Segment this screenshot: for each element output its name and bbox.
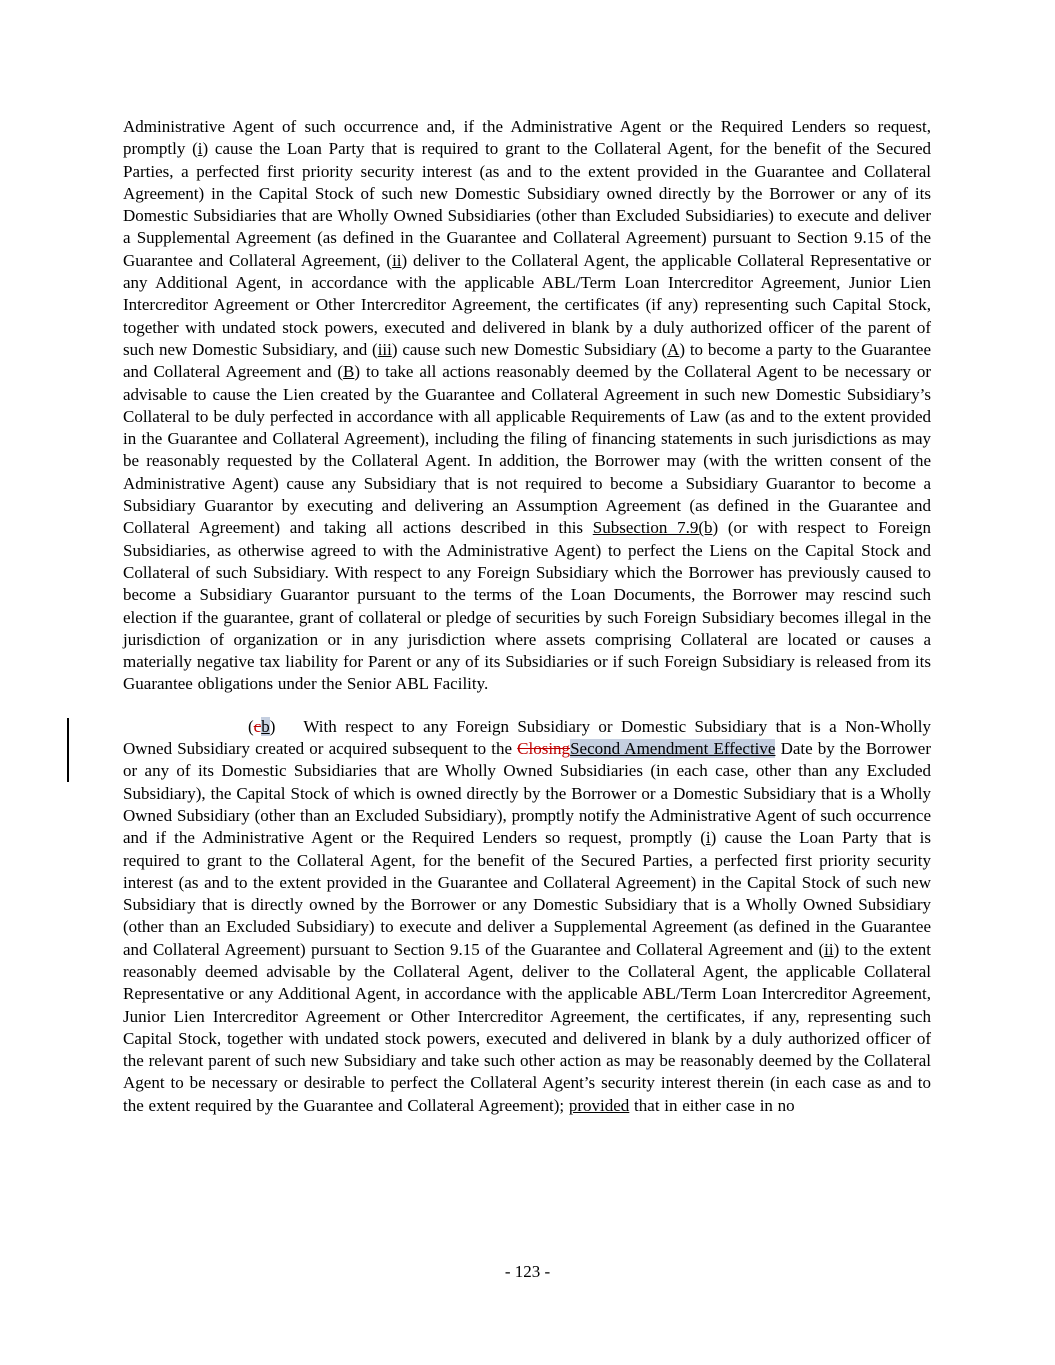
text-run: ) cause the Loan Party that is required to grant to the Collateral Agent, for the benefit of the Secured Parties, a perfected first priority security interest (as and to the extent provided in the Guarantee and Collateral Agreement) in the Capital Stock of such new Domestic Subsidiary owned directly by the Borrower or any of its Domestic Subsidiaries that are Wholly Owned Subsidiaries (other than Excluded Subsidiaries) to execute and deliver a Supplemental Agreement (as defined in the Guarantee and Collateral Agreement) pursuant to Section 9.15 of the Guarantee and Collateral Agreement, ( bbox=[123, 139, 931, 270]
text-run: ) to the extent reasonably deemed advisable by the Collateral Agent, deliver to the Collateral Agent, the applicable Collateral Representative or any Additional Agent, in accordance with the applicable ABL/Term Loan Intercreditor Agreement, Junior Lien Intercreditor Agreement or Other Intercreditor Agreement, the certificates, if any, representing such Capital Stock, together with undated stock powers, executed and delivered in blank by a duly authorized officer of the relevant parent of such new Subsidiary and take such other action as may be reasonably deemed by the Collateral Agent to be necessary or desirable to perfect the Collateral Agent’s security interest therein (in each case as and to the extent required by the Guarantee and Collateral Agreement); bbox=[123, 939, 931, 1115]
text-run: ) (or with respect to Foreign Subsidiaries, as otherwise agreed to with the Administrative Agent) to perfect the Liens on the Capital Stock and Collateral of such Subsidiary. With respect to any Foreign Subsidiary which the Borrower has previously caused to become a Subsidiary Guarantor pursuant to the terms of the Loan Documents, the Borrower may rescind such election if the guarantee, grant of collateral or pledge of securities by such Foreign Subsidiary becomes illegal in the jurisdiction of organization or in any jurisdiction where assets comprising Collateral are located or causes a materially negative tax liability for Parent or any of its Subsidiaries or if such Foreign Subsidiary is released from its Guarantee obligations under the Senior ABL Facility. bbox=[123, 518, 931, 694]
clause-ref-ii: ii bbox=[392, 250, 402, 270]
clause-ref-B: B bbox=[343, 362, 355, 382]
text-run: ) to take all actions reasonably deemed by the Collateral Agent to be necessary or advisable to cause the Lien created by the Guarantee and Collateral Agreement in such new Domestic Subsidiary’s Collateral to be duly perfected in accordance with all applicable Requirements of Law (as and to the extent provided in the Guarantee and Collateral Agreement), including the filing of financing statements in such jurisdictions as may be reasonably requested by the Collateral Agent. In addition, the Borrower may (with the written consent of the Administrative Agent) cause any Subsidiary that is not required to become a Subsidiary Guarantor to become a Subsidiary Guarantor by executing and delivering an Assumption Agreement (as defined in the Guarantee and Collateral Agreement) and taking all actions described in this bbox=[123, 362, 931, 538]
clause-ref-i: i bbox=[705, 828, 711, 848]
text-run: ) cause such new Domestic Subsidiary ( bbox=[391, 339, 668, 359]
text-run: ( bbox=[248, 716, 254, 736]
text-run: ) deliver to the Collateral Agent, the applicable Collateral Representative or any Additional Agent, in accordance with the applicable ABL/Term Loan Intercreditor Agreement, Junior Lien Intercreditor Agreement or Other Intercreditor Agreement, the certificates (if any) representing such Capital Stock, together with undated stock powers, executed and delivered in blank by a duly authorized officer of the parent of such new Domestic Subsidiary, and ( bbox=[123, 250, 931, 359]
inserted-text: Second Amendment Effective bbox=[570, 739, 776, 759]
paragraph-subsection-b bbox=[123, 716, 931, 1117]
page-number: - 123 - bbox=[504, 1262, 551, 1281]
deleted-text: c bbox=[253, 716, 262, 736]
defined-term: provided bbox=[568, 1095, 630, 1115]
clause-ref-iii: iii bbox=[377, 339, 392, 359]
clause-ref-ii: ii bbox=[824, 939, 834, 959]
text-run: With respect to any Foreign Subsidiary or Domestic Subsidiary that is a Non-Wholly Owned Subsidiary created or acquired subsequent to the bbox=[123, 716, 931, 759]
deleted-text: Closing bbox=[517, 739, 571, 759]
text-run: Date by the Borrower or any of its Domestic Subsidiaries that are Wholly Owned Subsidiaries (in each case, other than any Excluded Subsidiary), the Capital Stock of which is owned directly by the Borrower or a Domestic Subsidiary that is a Wholly Owned Subsidiary (other than an Excluded Subsidiary), promptly notify the Administrative Agent of such occurrence and if the Administrative Agent or the Required Lenders so request, promptly ( bbox=[123, 739, 931, 848]
text-run: ) to become a party to the Guarantee and Collateral Agreement and ( bbox=[123, 339, 932, 382]
text-run: that in either case in no bbox=[629, 1095, 795, 1115]
text-run: Administrative Agent of such occurrence and, if the Administrative Agent or the Required Lenders so request, promptly ( bbox=[123, 117, 931, 159]
section-ref: Subsection 7.9(b bbox=[592, 518, 713, 538]
paragraph-continuation bbox=[123, 116, 931, 696]
clause-ref-A: A bbox=[667, 339, 680, 359]
text-run: ) cause the Loan Party that is required to grant to the Collateral Agent, for the benefit of the Secured Parties, a perfected first priority security interest (as and to the extent provided in the Guarantee and Collateral Agreement) in the Capital Stock of such new Subsidiary that is directly owned by the Borrower or any Domestic Subsidiary that is a Wholly Owned Subsidiary (other than an Excluded Subsidiary) to execute and deliver a Supplemental Agreement (as defined in the Guarantee and Collateral Agreement) pursuant to Section 9.15 of the Guarantee and Collateral Agreement and ( bbox=[123, 828, 931, 959]
inserted-text: b bbox=[261, 716, 270, 736]
text-run: ) bbox=[269, 716, 276, 736]
document-body-text bbox=[123, 116, 931, 1117]
clause-ref-i: i bbox=[197, 139, 203, 159]
revision-change-bar bbox=[67, 718, 69, 782]
